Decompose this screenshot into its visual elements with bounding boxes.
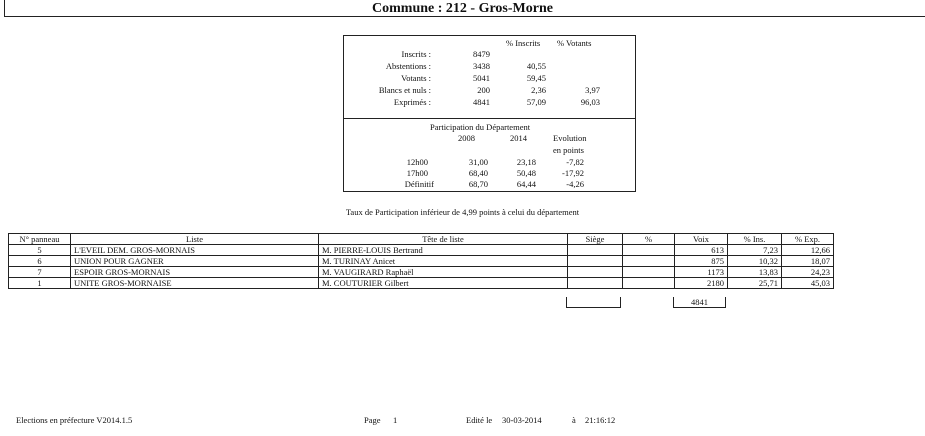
participation-2014-definitif: 64,44 xyxy=(516,179,536,189)
header-voix: Voix xyxy=(675,234,728,245)
participation-2008-definitif: 68,70 xyxy=(468,179,488,189)
stat-value-blancs: 200 xyxy=(477,85,490,95)
col-header-pct-votants: % Votants xyxy=(557,38,592,48)
results-table xyxy=(8,233,834,289)
table-row xyxy=(9,267,834,278)
summary-divider xyxy=(343,118,636,119)
stat-pct-inscrits-votants: 59,45 xyxy=(526,73,546,83)
col-header-pct-inscrits: % Inscrits xyxy=(506,38,541,48)
cell-liste: ESPOIR GROS-MORNAIS xyxy=(71,267,319,278)
stat-value-inscrits: 8479 xyxy=(473,49,490,59)
cell-liste: L'EVEIL DEM. GROS-MORNAIS xyxy=(71,245,319,256)
header-tete-de-liste: Tête de liste xyxy=(319,234,568,245)
header-pct: % xyxy=(623,234,675,245)
header-liste: Liste xyxy=(71,234,319,245)
col-header-evolution-unit: en points xyxy=(553,145,584,155)
cell-voix: 613 xyxy=(675,245,728,256)
col-header-evolution: Evolution xyxy=(553,133,587,143)
participation-evol-17h: -17,92 xyxy=(562,168,584,178)
stat-label-abstentions: Abstentions : xyxy=(385,61,431,71)
cell-siege xyxy=(568,278,623,289)
stat-value-exprimes: 4841 xyxy=(473,97,490,107)
cell-panneau: 7 xyxy=(9,267,71,278)
stat-label-inscrits: Inscrits : xyxy=(401,49,431,59)
participation-2008-17h: 68,40 xyxy=(468,168,488,178)
participation-2008-12h: 31,00 xyxy=(468,157,488,167)
participation-label-17h: 17h00 xyxy=(406,168,428,178)
col-header-2008: 2008 xyxy=(458,133,475,143)
cell-pct xyxy=(623,245,675,256)
footer-edited-date: 30-03-2014 xyxy=(502,415,542,425)
stat-value-abstentions: 3438 xyxy=(473,61,490,71)
cell-panneau: 1 xyxy=(9,278,71,289)
cell-pct-exp: 24,23 xyxy=(782,267,834,278)
cell-pct xyxy=(623,267,675,278)
cell-siege xyxy=(568,267,623,278)
stat-pct-inscrits-exprimes: 57,09 xyxy=(526,97,546,107)
results-header-row xyxy=(9,234,834,245)
stat-label-votants: Votants : xyxy=(401,73,431,83)
col-header-2014: 2014 xyxy=(510,133,527,143)
header-siege: Siège xyxy=(568,234,623,245)
stat-value-votants: 5041 xyxy=(473,73,490,83)
footer-edited-label: Edité le xyxy=(466,415,493,425)
participation-label-definitif: Définitif xyxy=(404,179,434,189)
cell-pct-ins: 7,23 xyxy=(728,245,782,256)
footer-time-label: à xyxy=(572,415,576,425)
participation-evol-12h: -7,82 xyxy=(566,157,584,167)
cell-tete: M. VAUGIRARD Raphaël xyxy=(319,267,568,278)
cell-tete: M. TURINAY Anicet xyxy=(319,256,568,267)
header-pct-exp: % Exp. xyxy=(782,234,834,245)
participation-label-12h: 12h00 xyxy=(406,157,428,167)
total-voix: 4841 xyxy=(673,297,726,308)
table-row xyxy=(9,278,834,289)
stat-pct-inscrits-blancs: 2,36 xyxy=(531,85,546,95)
cell-liste: UNION POUR GAGNER xyxy=(71,256,319,267)
cell-voix: 875 xyxy=(675,256,728,267)
cell-voix: 2180 xyxy=(675,278,728,289)
cell-liste: UNITE GROS-MORNAISE xyxy=(71,278,319,289)
cell-tete: M. PIERRE-LOUIS Bertrand xyxy=(319,245,568,256)
header-panneau: N° panneau xyxy=(9,234,71,245)
stat-pct-votants-exprimes: 96,03 xyxy=(580,97,600,107)
cell-pct-exp: 12,66 xyxy=(782,245,834,256)
cell-siege xyxy=(568,245,623,256)
cell-pct-ins: 13,83 xyxy=(728,267,782,278)
stat-pct-votants-blancs: 3,97 xyxy=(585,85,600,95)
cell-pct-exp: 18,07 xyxy=(782,256,834,267)
cell-pct-exp: 45,03 xyxy=(782,278,834,289)
cell-pct xyxy=(623,256,675,267)
table-row xyxy=(9,256,834,267)
stat-label-exprimes: Exprimés : xyxy=(393,97,431,107)
cell-panneau: 5 xyxy=(9,245,71,256)
cell-pct-ins: 10,32 xyxy=(728,256,782,267)
table-row xyxy=(9,245,834,256)
page-title: Commune : 212 - Gros-Morne xyxy=(372,1,553,16)
footer-edited-time: 21:16:12 xyxy=(585,415,616,425)
participation-evol-definitif: -4,26 xyxy=(566,179,584,189)
cell-voix: 1173 xyxy=(675,267,728,278)
footer-software: Elections en préfecture V2014.1.5 xyxy=(16,415,133,425)
participation-note: Taux de Participation inférieur de 4,99 points à celui du département xyxy=(345,207,580,217)
participation-2014-12h: 23,18 xyxy=(516,157,536,167)
stat-label-blancs: Blancs et nuls : xyxy=(378,85,431,95)
cell-panneau: 6 xyxy=(9,256,71,267)
footer-page-number: 1 xyxy=(393,415,398,425)
stat-pct-inscrits-abstentions: 40,55 xyxy=(526,61,546,71)
siege-total-box xyxy=(566,297,621,308)
participation-2014-17h: 50,48 xyxy=(516,168,536,178)
cell-siege xyxy=(568,256,623,267)
cell-pct xyxy=(623,278,675,289)
participation-title: Participation du Département xyxy=(430,122,531,132)
cell-tete: M. COUTURIER Gilbert xyxy=(319,278,568,289)
footer-page-label: Page xyxy=(364,415,381,425)
header-pct-ins: % Ins. xyxy=(728,234,782,245)
cell-pct-ins: 25,71 xyxy=(728,278,782,289)
